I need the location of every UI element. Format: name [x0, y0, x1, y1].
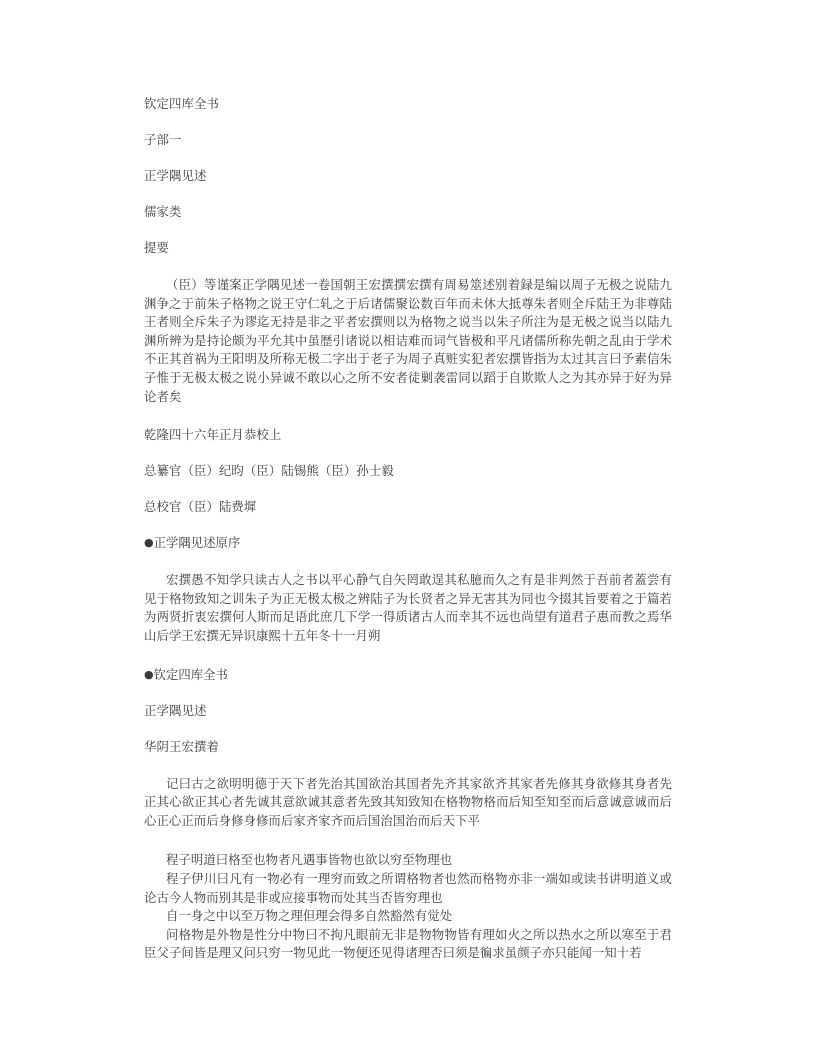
preface-heading-label: 正学隅见述原序 [153, 535, 241, 551]
quotation-block [144, 851, 672, 963]
date-line: 乾隆四十六年正月恭校上 [144, 427, 282, 443]
proofreader-line: 总校官（臣）陆费墀 [144, 499, 257, 515]
series-title: 钦定四库全书 [144, 96, 219, 111]
chapter-paragraph-3: 程子伊川曰凡有一物必有一理穷而致之所谓格物者也然而格物亦非一端如或读书讲明道义或论古今人物而别其是非或应接事物而处其当否皆穷理也 [144, 870, 672, 905]
chapter-paragraph-1: 记曰古之欲明明德于天下者先治其国欲治其国者先齐其家欲齐其家者先修其身欲修其身者先正其心欲正其心者先诚其意欲诚其意者先致其知致知在格物物格而后知至知至而后意诚意诚而后心正心正而后身修身修而后家齐家齐而后国治国治而后天下平 [144, 775, 672, 828]
bullet-icon: ● [144, 536, 154, 550]
chapter-paragraph-4: 自一身之中以至万物之理但理会得多自然豁然有觉处 [166, 908, 453, 924]
bullet-icon: ● [144, 667, 154, 681]
abstract-paragraph: （臣）等谨案正学隅见述一卷国朝王宏撰撰宏撰有周易筮述别着録是编以周子无极之说陆九渊争之于前朱子格物之说王守仁轧之于后诸儒聚讼数百年而未休大抵尊朱者则全斥陆王为非尊陆王者则全斥朱子为谬迄无持是非之平者宏撰则以为格物之说当以朱子所注为是无极之说当以陆九渊所辨为是持论颇为平允其中虽歴引诸说以相诘难而词气皆极和平凡诸儒所称先朝之乱由于学术不正其首祸为王阳明及所称无极二字出于老子为周子真赃实犯者宏撰皆指为太过其言曰予素信朱子惟于无极太极之说小异诚不敢以心之所不安者徒剿袭雷同以蹈于自欺欺人之为其亦异于好为异论者矣 [144, 277, 672, 404]
second-heading-label: 钦定四库全书 [153, 666, 228, 682]
author-line: 华阴王宏撰着 [144, 738, 219, 754]
preface-heading [144, 535, 672, 550]
abstract-heading: 提要 [144, 240, 169, 255]
section-label: 子部一 [144, 132, 182, 147]
second-work-title: 正学隅见述 [144, 702, 207, 718]
work-title: 正学隅见述 [144, 168, 207, 183]
chapter-paragraph-2: 程子明道曰格至也物者凡遇事皆物也欲以穷至物理也 [166, 852, 453, 868]
chapter-paragraph-5: 问格物是外物是性分中物曰不拘凡眼前无非是物物物皆有理如火之所以热水之所以寒至于君臣父子间皆是理又问只穷一物见此一物便还见得诸理否曰须是徧求虽颜子亦只能闻一知十若 [144, 926, 672, 961]
category-label: 儒家类 [144, 204, 182, 219]
document-body [144, 96, 672, 963]
second-heading [144, 667, 672, 682]
preface-paragraph: 宏撰愚不知学只读古人之书以平心静气自矢罔敢逞其私臆而久之有是非判然于吾前者蓋尝有见于格物致知之训朱子为正无极太极之辨陆子为长贤者之异无害其为同也今掇其旨要着之于篇若为两贤折衷宏撰何人斯而足语此庶几下学一得质诸古人而幸其不远也尚望有道君子惠而教之焉华山后学王宏撰无异识康熙十五年冬十一月朔 [144, 572, 672, 643]
editors-line: 总纂官（臣）纪昀（臣）陆锡熊（臣）孙士毅 [144, 463, 394, 479]
